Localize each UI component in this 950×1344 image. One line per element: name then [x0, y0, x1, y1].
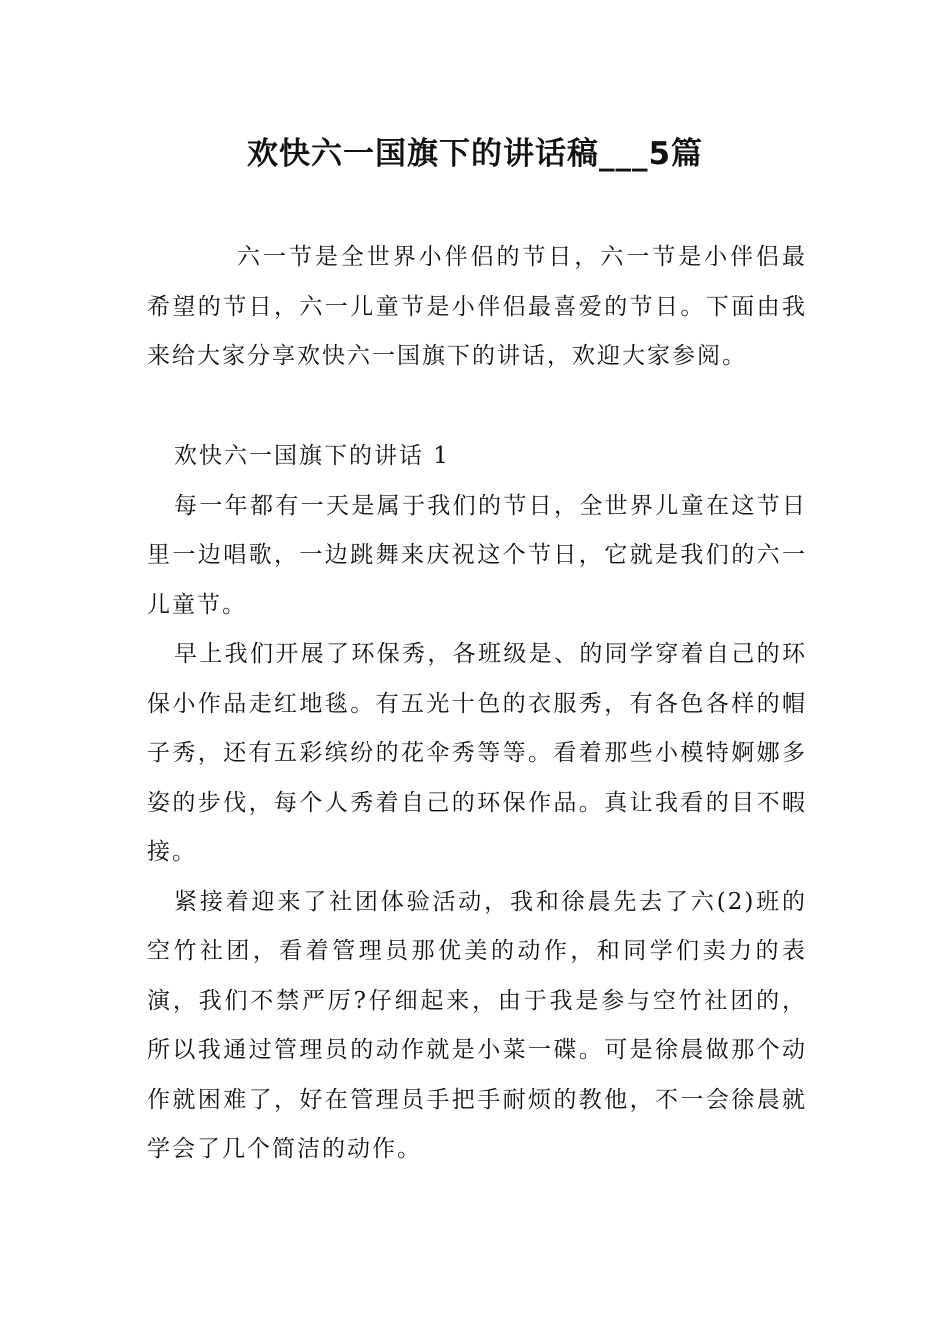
body-paragraph-1: 每一年都有一天是属于我们的节日，全世界儿童在这节日里一边唱歌，一边跳舞来庆祝这个节日，它就是我们的六一儿童节。: [147, 492, 807, 618]
intro-paragraph: 六一节是全世界小伴侣的节日，六一节是小伴侣最希望的节日，六一儿童节是小伴侣最喜爱的节日。下面由我来给大家分享欢快六一国旗下的讲话，欢迎大家参阅。: [147, 244, 807, 369]
speech-section: [147, 432, 807, 1175]
document-title: 欢快六一国旗下的讲话稿___5篇: [246, 136, 704, 172]
section-heading: 欢快六一国旗下的讲话 1: [174, 443, 450, 469]
body-paragraph-3: 紧接着迎来了社团体验活动，我和徐晨先去了六(2)班的空竹社团，看着管理员那优美的动作，和同学们卖力的表演，我们不禁严厉?仔细起来，由于我是参与空竹社团的，所以我通过管理员的动作就是小菜一碟。可是徐晨做那个动作就困难了，好在管理员手把手耐烦的教他，不一会徐晨就学会了几个简洁的动作。: [147, 888, 807, 1162]
body-paragraph-2: 早上我们开展了环保秀，各班级是、的同学穿着自己的环保小作品走红地毯。有五光十色的衣服秀，有各色各样的帽子秀，还有五彩缤纷的花伞秀等等。看着那些小模特婀娜多姿的步伐，每个人秀着自己的环保作品。真让我看的目不暇接。: [147, 641, 807, 865]
